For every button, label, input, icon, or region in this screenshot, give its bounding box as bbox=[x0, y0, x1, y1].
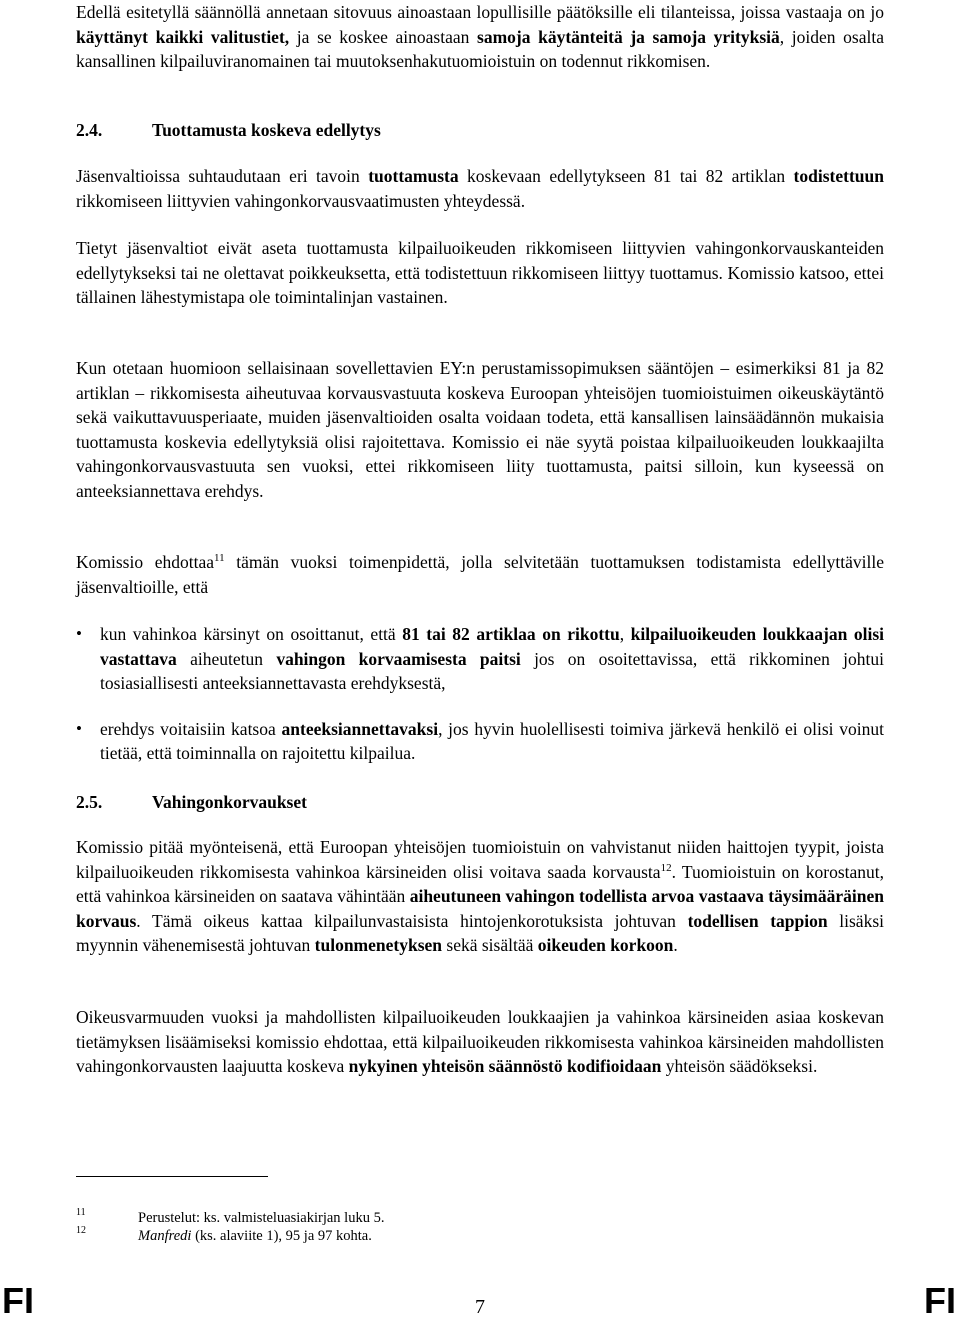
bold-text: samoja käytänteitä ja samoja yrityksiä bbox=[477, 26, 780, 47]
footnote-reference: 11 bbox=[214, 552, 225, 564]
footnote-text: Perustelut: ks. valmisteluasiakirjan luku 5. bbox=[138, 1210, 385, 1226]
text: Komissio pitää myönteisenä, että Euroopan yhteisöjen tuomioistuin on vahvistanut niiden haittojen tyypit, joista kilpailuoikeuden rikkomisesta vahinkoa kärsineiden olisi voitava saada korvausta bbox=[76, 837, 884, 882]
paragraph-damages-1 bbox=[76, 835, 884, 958]
section-heading-2-5 bbox=[76, 790, 307, 815]
footnote-reference: 12 bbox=[660, 861, 672, 874]
footnote-number: 11 bbox=[76, 1207, 86, 1218]
text: Jäsenvaltioissa suhtaudutaan eri tavoin bbox=[76, 166, 369, 186]
text: , bbox=[619, 624, 631, 644]
footer-language-right: FI bbox=[924, 1280, 956, 1321]
bold-text: todistettuun bbox=[793, 166, 884, 186]
case-name: Manfredi bbox=[138, 1228, 192, 1244]
paragraph-proposal bbox=[76, 550, 884, 599]
text: sekä sisältää bbox=[442, 935, 538, 955]
text: Komissio ehdottaa bbox=[76, 552, 215, 572]
bold-text: oikeuden korkoon bbox=[537, 935, 674, 955]
bold-text: kilpailuoikeuden loukkaajan olisi vastattava bbox=[100, 624, 885, 669]
section-heading-2-4 bbox=[76, 118, 381, 143]
bold-text: käyttänyt kaikki valitustiet, bbox=[76, 26, 290, 47]
bullet-icon: • bbox=[76, 718, 82, 738]
bullet-item bbox=[76, 622, 884, 696]
text: tämän vuoksi toimenpidettä, jolla selvitetään tuottamuksen todistamista edellyttäville jäsenvaltioille, että bbox=[76, 552, 885, 597]
bold-text: todellisen tappion bbox=[687, 910, 828, 931]
bold-text: vahingon korvaamisesta paitsi bbox=[276, 648, 521, 669]
text: . Tämä oikeus kattaa kilpailunvastaisista hintojenkorotuksista johtuvan bbox=[136, 910, 688, 931]
bold-text: tuottamusta bbox=[368, 166, 459, 186]
bold-text: tulonmenetyksen bbox=[314, 935, 443, 955]
text: , jos hyvin huolellisesti toimiva järkevä henkilö ei olisi voinut tietää, että toiminnalla on rajoitettu kilpailua. bbox=[100, 718, 884, 763]
bold-text: aiheutuneen vahingon todellista arvoa vastaava täysimääräinen korvaus bbox=[76, 886, 884, 931]
text: Oikeusvarmuuden vuoksi ja mahdollisten kilpailuoikeuden loukkaajien ja vahinkoa kärsineiden asiaa koskevan tietämyksen lisäämiseksi komissio ehdottaa, että kilpailuoikeuden rikkomisesta vahinkoa kärsineiden mahdollisten vahingonkorvausten laajuutta koskeva bbox=[76, 1007, 884, 1076]
bullet-icon: • bbox=[76, 624, 82, 643]
footnote-number: 12 bbox=[76, 1225, 86, 1236]
paragraph-fault-3: Kun otetaan huomioon sellaisinaan sovellettavien EY:n perustamissopimuksen sääntöjen – esimerkiksi 81 ja 82 artiklan – rikkomisesta aiheutuvaa korvausvastuuta koskeva Euroopan yhteisöjen tuomioistuimen oikeuskäytäntö sekä vaikuttavuusperiaate, muiden jäsenvaltioiden osalta voidaan todeta, että kansallisen lainsäädännön mukaisia tuottamusta koskevia edellytyksiä olisi rajoitettava. Komissio ei näe syytä poistaa kilpailuoikeuden loukkaajilta vahingonkorvausvastuuta sen vuoksi, ettei rikkomiseen liity tuottamusta, paitsi silloin, kun kyseessä on anteeksiannettava erehdys. bbox=[76, 358, 884, 501]
section-title: Vahingonkorvaukset bbox=[152, 792, 307, 812]
bold-text: nykyinen yhteisön säännöstö kodifioidaan bbox=[348, 1056, 662, 1076]
page-number: 7 bbox=[475, 1296, 485, 1318]
paragraph-damages-2 bbox=[76, 1005, 884, 1079]
section-number: 2.4. bbox=[76, 120, 103, 140]
text: . bbox=[673, 935, 678, 955]
section-title: Tuottamusta koskeva edellytys bbox=[152, 120, 381, 140]
proposal-bullet-list bbox=[76, 622, 884, 766]
bold-text: 81 tai 82 artiklaa on rikottu bbox=[402, 624, 620, 644]
intro-paragraph bbox=[76, 0, 884, 74]
text: rikkomiseen liittyvien vahingonkorvausvaatimusten yhteydessä. bbox=[76, 190, 526, 211]
text: lisäksi myynnin vähenemisestä johtuvan bbox=[76, 910, 884, 955]
footnote-text bbox=[138, 1227, 372, 1245]
text: ja se koskee ainoastaan bbox=[289, 26, 478, 47]
paragraph-fault-1 bbox=[76, 164, 884, 213]
text: aiheutetun bbox=[176, 648, 277, 669]
text: , joiden osalta kansallinen kilpailuviranomainen tai muutoksenhakutuomioistuin on todennut rikkomisen. bbox=[76, 26, 884, 71]
text: (ks. alaviite 1), 95 ja 97 kohta. bbox=[191, 1228, 372, 1244]
footer-language-left: FI bbox=[2, 1280, 34, 1321]
text: koskevaan edellytykseen 81 tai 82 artiklan bbox=[458, 166, 794, 186]
paragraph-fault-2: Tietyt jäsenvaltiot eivät aseta tuottamusta kilpailuoikeuden rikkomiseen liittyvien vahingonkorvauskanteiden edellytykseksi tai ne olettavat poikkeuksetta, että todistettuun rikkomiseen liittyy tuottamus. Komissio katsoo, ettei tällainen lähestymistapa ole toimintalinjan vastainen. bbox=[76, 238, 884, 307]
text: . Tuomioistuin on korostanut, että vahinkoa kärsineiden on saatava vähintään bbox=[76, 861, 884, 906]
text: jos on osoitettavissa, että rikkominen johtui tosiasiallisesti anteeksiannettavasta erehdyksestä, bbox=[100, 648, 884, 693]
text: erehdys voitaisiin katsoa bbox=[100, 718, 282, 739]
bullet-item bbox=[76, 717, 884, 766]
footnote-separator bbox=[76, 1176, 268, 1177]
text: Edellä esitetyllä säännöllä annetaan sitovuus ainoastaan lopullisille päätöksille eli tilanteissa, joissa vastaaja on jo bbox=[76, 2, 884, 22]
bold-text: anteeksiannettavaksi bbox=[281, 718, 439, 739]
text: kun vahinkoa kärsinyt on osoittanut, että bbox=[100, 624, 403, 644]
section-number: 2.5. bbox=[76, 792, 103, 812]
text: yhteisön säädökseksi. bbox=[661, 1056, 818, 1076]
